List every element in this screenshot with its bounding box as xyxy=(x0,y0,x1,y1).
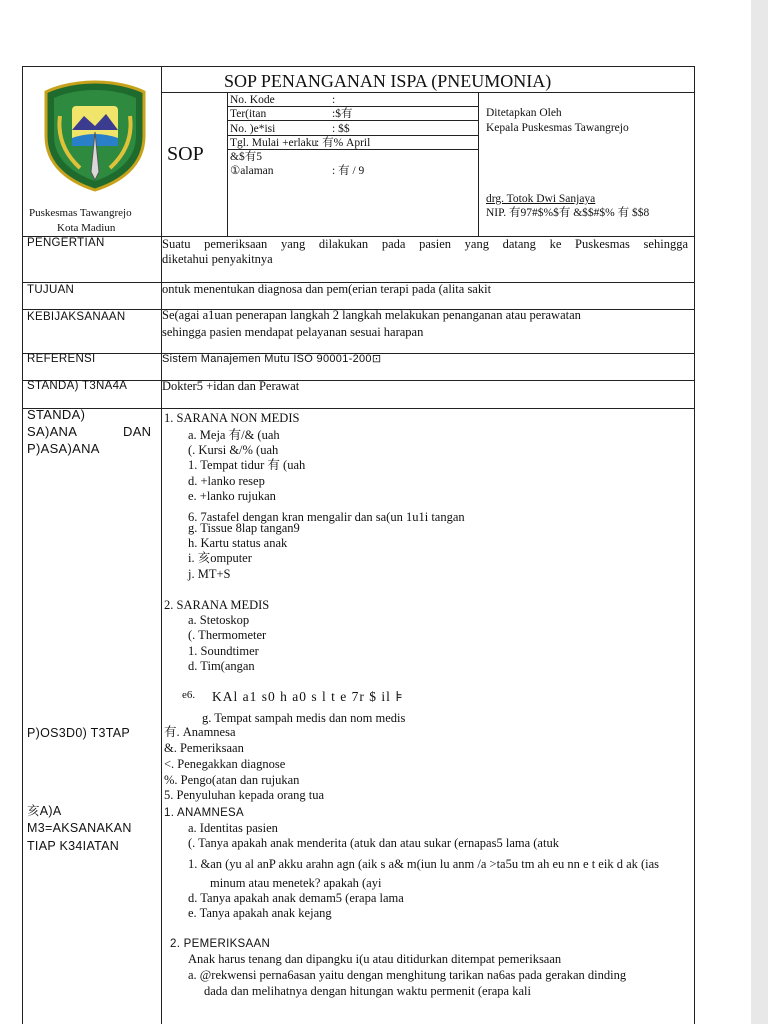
list-item: d. Tim(angan xyxy=(188,659,255,673)
list-item: (. Thermometer xyxy=(188,628,267,642)
cara-label-2: M3=AKSANAKAN xyxy=(27,821,132,835)
standar-tenaga-label: STANDA) T3NA4A xyxy=(27,380,128,392)
meta-label-revisi: No. )e*isi xyxy=(230,123,276,135)
document-title: SOP PENANGANAN ISPA (PNEUMONIA) xyxy=(224,71,552,91)
standar-label-3: P)ASA)ANA xyxy=(27,441,100,456)
list-item: 1. Tempat tidur 有 (uah xyxy=(188,458,306,472)
cara-label-3: TIAP K34IATAN xyxy=(27,839,120,853)
list-item: 1. SARANA NON MEDIS xyxy=(164,411,300,425)
pengertian-text-1: Suatu pemeriksaan yang dilakukan pada pasien yang datang ke Puskesmas sehingga xyxy=(162,237,688,251)
meta-label-tanggal: Tgl. Mulai +erlaku xyxy=(230,137,318,149)
meta-value-halaman: : 有 / 9 xyxy=(332,165,365,177)
list-item: 2. PEMERIKSAAN xyxy=(170,938,271,950)
standar-label-1: STANDA) xyxy=(27,407,86,422)
approval-line1: Ditetapkan Oleh xyxy=(486,107,562,119)
tujuan-text: ontuk menentukan diagnosa dan pem(erian terapi pada (alita sakit xyxy=(162,282,492,296)
list-item: j. MT+S xyxy=(188,567,231,581)
list-item: KAl a1 s0 h a0 s l t e 7r $ il ⊧ xyxy=(212,689,404,704)
pengertian-text-2: diketahui penyakitnya xyxy=(162,252,273,266)
meta-value-kode: : xyxy=(332,94,336,106)
list-item: <. Penegakkan diagnose xyxy=(164,757,286,771)
pengertian-label: PENGERTIAN xyxy=(27,237,105,249)
list-item: e. +lanko rujukan xyxy=(188,489,276,503)
list-item: d. Tanya apakah anak demam5 (erapa lama xyxy=(188,891,404,905)
meta-label-kode: No. Kode xyxy=(230,94,275,106)
tujuan-label: TUJUAN xyxy=(27,284,75,296)
list-item: a. Identitas pasien xyxy=(188,821,278,835)
list-item: h. Kartu status anak xyxy=(188,536,288,550)
list-item: 1. &an (yu al anP akku arahn agn (aik s a& m(iun lu anm /a >ta5u tm ah eu nn e t eik d ak (ias xyxy=(188,857,660,871)
list-item: 2. SARANA MEDIS xyxy=(164,598,270,612)
list-item: &. Pemeriksaan xyxy=(164,741,244,755)
list-item: (. Kursi &/% (uah xyxy=(188,443,279,457)
signer-nip: NIP. 有97#$%$有 &$$#$% 有 $$8 xyxy=(486,207,650,219)
list-item: 5. Penyuluhan kepada orang tua xyxy=(164,788,325,802)
list-item: dada dan melihatnya dengan hitungan waktu permenit (erapa kali xyxy=(204,984,531,998)
meta-label-halaman: ①alaman xyxy=(230,165,274,177)
signer-name: drg. Totok Dwi Sanjaya xyxy=(486,193,596,205)
sop-label: SOP xyxy=(167,143,204,165)
standar-label-2a: SA)ANA xyxy=(27,424,78,439)
list-item: 有. Anamnesa xyxy=(164,725,236,739)
list-item: a. Stetoskop xyxy=(188,613,250,627)
prosedur-label: P)OS3D0) T3TAP xyxy=(27,726,131,740)
meta-value-tanggal: : 有% April xyxy=(316,137,371,149)
list-item: Anak harus tenang dan dipangku i(u atau ditidurkan ditempat pemeriksaan xyxy=(188,952,562,966)
kebijakan-label: KEBIJAKSANAAN xyxy=(27,311,126,323)
city-emblem-logo xyxy=(40,76,150,194)
list-item: 1. ANAMNESA xyxy=(164,807,244,819)
list-item: g. Tissue 8lap tangan9 xyxy=(188,521,300,535)
list-item: a. Meja 有/& (uah xyxy=(188,428,280,442)
approval-line2: Kepala Puskesmas Tawangrejo xyxy=(486,122,629,134)
list-item: g. Tempat sampah medis dan nom medis xyxy=(202,711,406,725)
cara-label-1: 亥A)A xyxy=(27,804,62,818)
standar-label-2b: DAN xyxy=(123,424,152,439)
scrollbar[interactable] xyxy=(751,0,768,1024)
referensi-label: REFERENSI xyxy=(27,353,96,365)
referensi-text: Sistem Manajemen Mutu ISO 90001-200⊡ xyxy=(162,353,382,365)
org-city: Kota Madiun xyxy=(57,222,116,234)
list-item: (. Tanya apakah anak menderita (atuk dan atau sukar (ernapas5 lama (atuk xyxy=(188,836,559,850)
meta-value-terbitan: :$有 xyxy=(332,108,353,120)
meta-year: &$有5 xyxy=(230,151,262,163)
list-item: 1. Soundtimer xyxy=(188,644,259,658)
org-name: Puskesmas Tawangrejo xyxy=(29,207,132,219)
meta-value-revisi: : $$ xyxy=(332,123,350,135)
list-item: a. @rekwensi perna6asan yaitu dengan menghitung tarikan na6as pada gerakan dinding xyxy=(188,968,627,982)
list-item: e6. xyxy=(182,689,196,701)
list-item: e. Tanya apakah anak kejang xyxy=(188,906,332,920)
list-item: %. Pengo(atan dan rujukan xyxy=(164,773,300,787)
list-item: d. +lanko resep xyxy=(188,474,265,488)
standar-tenaga-text: Dokter5 +idan dan Perawat xyxy=(162,379,300,393)
kebijakan-text-1: Se(agai a1uan penerapan langkah 2 langkah melakukan penanganan atau perawatan xyxy=(162,308,581,322)
list-item: i. 亥omputer xyxy=(188,551,252,565)
list-item: 6. 7astafel dengan kran mengalir dan sa(un 1u1i tangan xyxy=(188,510,465,524)
list-item: minum atau menetek? apakah (ayi xyxy=(210,876,382,890)
meta-label-terbitan: Ter(itan xyxy=(230,108,267,120)
kebijakan-text-2: sehingga pasien mendapat pelayanan sesuai harapan xyxy=(162,325,424,339)
